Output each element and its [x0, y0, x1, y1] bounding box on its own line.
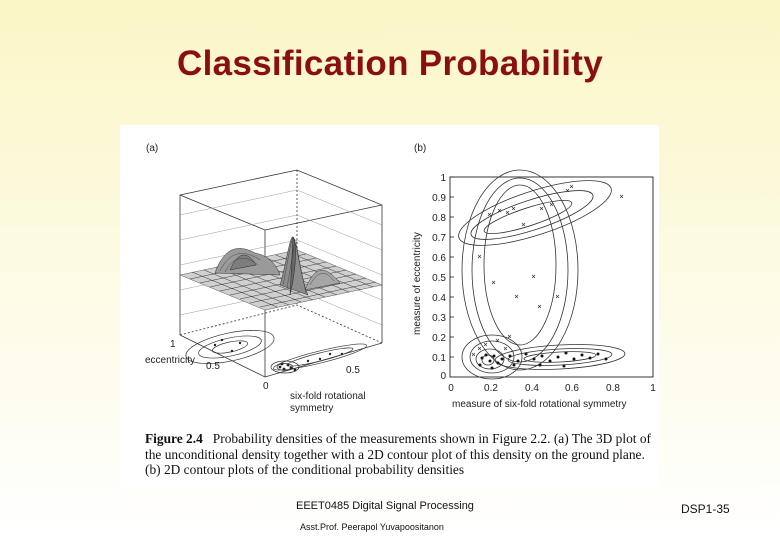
- panel-a-axis-symmetry-2: symmetry: [290, 403, 334, 414]
- ytick-0.8: 0.8: [432, 213, 446, 224]
- ytick-0.5: 0.5: [432, 273, 446, 284]
- footer-author: Asst.Prof. Peerapol Yuvapoositanon: [300, 522, 444, 532]
- ytick-0.7: 0.7: [432, 233, 446, 244]
- panel-b-ylabel: measure of eccentricity: [412, 232, 423, 335]
- xtick-0.6: 0.6: [565, 383, 579, 394]
- ytick-1: 1: [440, 173, 446, 184]
- ytick-0.1: 0.1: [432, 353, 446, 364]
- ytick-0: 0: [440, 371, 446, 382]
- panel-a-tick-1: 1: [170, 339, 176, 350]
- ytick-0.4: 0.4: [432, 293, 446, 304]
- panel-b-yticks: [450, 177, 454, 357]
- ytick-0.9: 0.9: [432, 193, 446, 204]
- xtick-0.2: 0.2: [484, 383, 498, 394]
- footer-course: EEET0485 Digital Signal Processing: [296, 500, 474, 512]
- xtick-0: 0: [448, 383, 454, 394]
- xtick-0.4: 0.4: [525, 383, 539, 394]
- figure-image: [120, 125, 659, 489]
- panel-a-axis-symmetry-1: six-fold rotational: [290, 391, 366, 402]
- ytick-0.6: 0.6: [432, 253, 446, 264]
- panel-a-label: (a): [146, 143, 159, 154]
- panel-b-label: (b): [414, 143, 427, 154]
- panel-b-ytick-labels: [432, 173, 446, 382]
- figure-caption: [145, 431, 655, 478]
- panel-a-tick-0: 0: [263, 381, 269, 392]
- panel-b-points-crosses: [472, 185, 623, 356]
- panel-b-xtick-labels: [448, 383, 656, 394]
- xtick-1: 1: [650, 383, 656, 394]
- page-number: DSP1-35: [681, 502, 730, 516]
- panel-b-plot-frame: [450, 177, 653, 377]
- caption-number: Figure 2.4: [145, 431, 203, 446]
- ytick-0.3: 0.3: [432, 313, 446, 324]
- panel-a-tick-05b: 0.5: [346, 365, 360, 376]
- panel-a-axis-eccentricity: eccentricity: [145, 355, 196, 366]
- slide-title: Classification Probability: [177, 44, 603, 83]
- panel-a-tick-05: 0.5: [206, 361, 220, 372]
- panel-b-xlabel: measure of six-fold rotational symmetry: [452, 399, 627, 410]
- xtick-0.8: 0.8: [606, 383, 620, 394]
- panel-a-ground-points: [214, 339, 343, 372]
- caption-text: Probability densities of the measurements shown in Figure 2.2. (a) The 3D plot of the unconditional density together with a 2D contour plot of this density on the ground plane. (b) 2D contour plots of the conditional probability densities: [145, 431, 652, 477]
- panel-a-density-surface: [180, 237, 382, 310]
- ytick-0.2: 0.2: [432, 333, 446, 344]
